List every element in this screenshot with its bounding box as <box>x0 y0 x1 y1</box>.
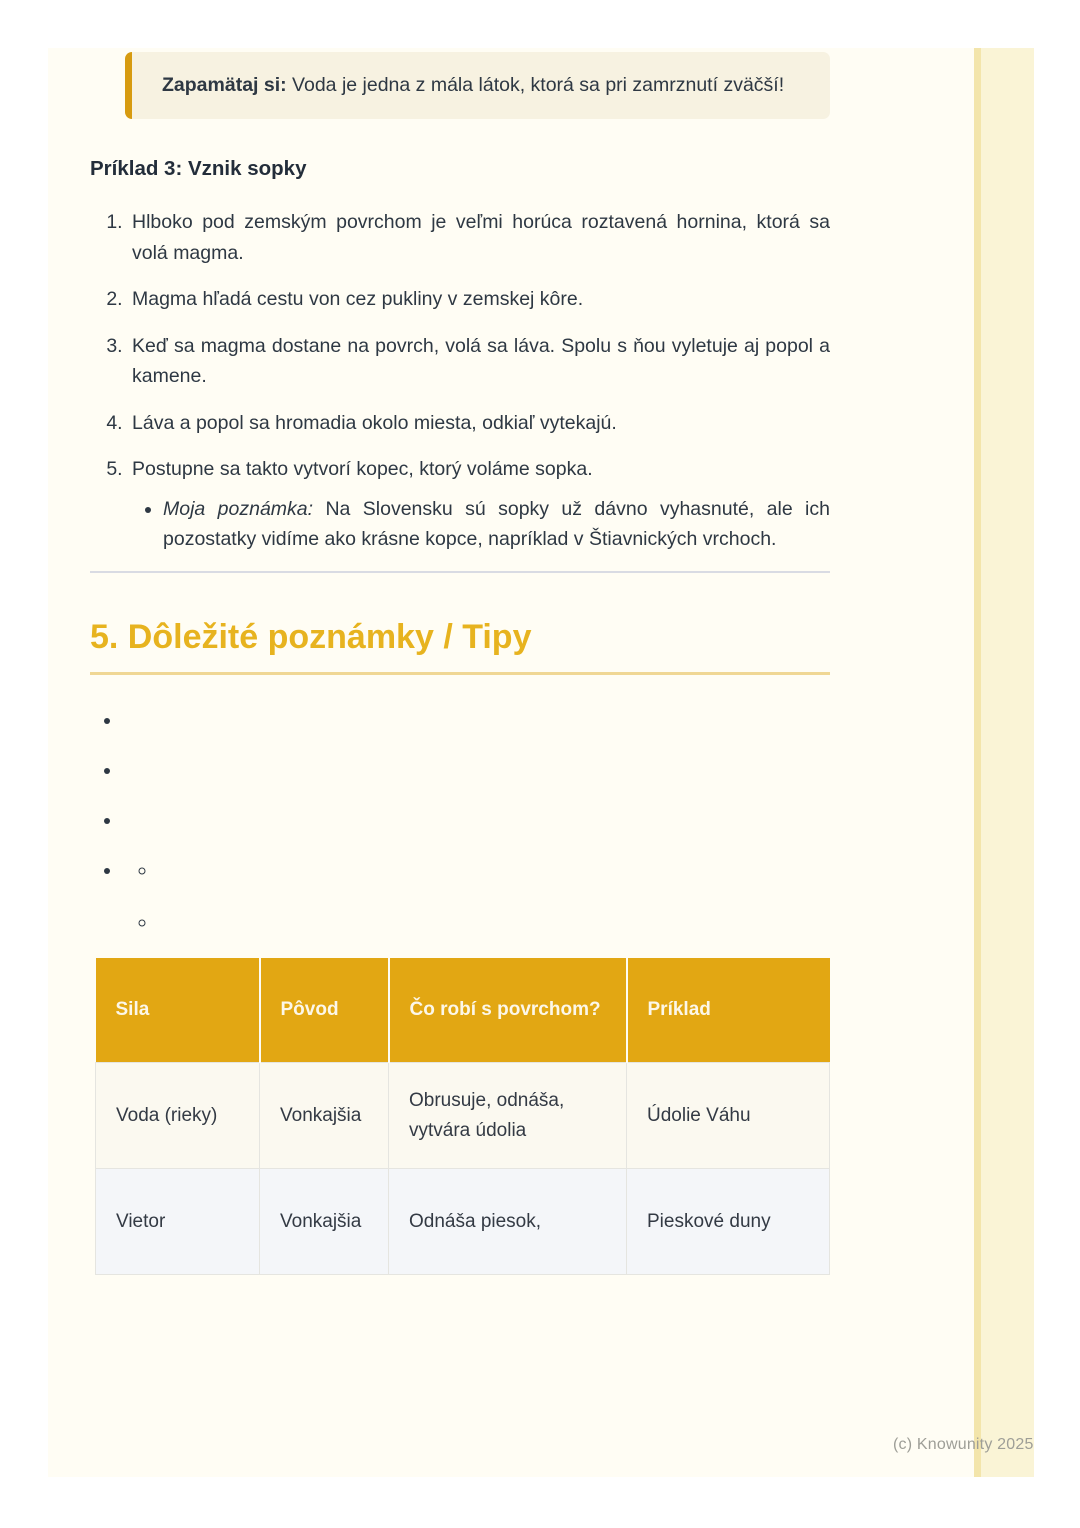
volcano-step-item: 1. Hlboko pod zemským povrchom je veľmi horúca roztavená hornina, ktorá sa volá magma. <box>128 207 830 268</box>
section-heading: 5. Dôležité poznámky / Tipy <box>90 617 830 675</box>
watermark: (c) Knowunity 2025 <box>893 1436 1034 1453</box>
table-cell: Vonkajšia <box>260 1063 389 1169</box>
next-page-edge <box>974 48 1034 1477</box>
subtips-list <box>122 854 830 938</box>
remember-callout <box>125 52 830 119</box>
table-cell: Vietor <box>96 1169 260 1275</box>
table-header-cell: Príklad <box>627 958 830 1063</box>
note-list <box>132 494 830 555</box>
example-heading: Príklad 3: Vznik sopky <box>90 157 307 180</box>
personal-note-item: • Moja poznámka: Na Slovensku sú sopky už dávno vyhasnuté, ale ich pozostatky vidíme ako krásne kopce, napríklad v Štiavnických vrchoch. <box>163 494 830 555</box>
subtip-item <box>157 906 830 938</box>
table-header-cell: Sila <box>96 958 260 1063</box>
tip-item <box>122 804 830 836</box>
table-cell: Obrusuje, odnáša, vytvára údolia <box>389 1063 627 1169</box>
volcano-step-item <box>128 454 830 555</box>
tip-item <box>122 854 830 938</box>
table-header-cell: Čo robí s povrchom? <box>389 958 627 1063</box>
table-header-row <box>96 958 830 1063</box>
table-row <box>96 1063 830 1169</box>
document-page <box>48 48 975 1477</box>
table-cell: Odnáša piesok, <box>389 1169 627 1275</box>
volcano-step-item: 4. Láva a popol sa hromadia okolo miesta, odkiaľ vytekajú. <box>128 408 830 439</box>
table-header-cell: Pôvod <box>260 958 389 1063</box>
tips-list <box>90 704 830 938</box>
table-cell: Vonkajšia <box>260 1169 389 1275</box>
tip-item <box>122 704 830 736</box>
volcano-step-item: 2. Magma hľadá cestu von cez pukliny v zemskej kôre. <box>128 284 830 315</box>
remember-callout-text: Zapamätaj si: Voda je jedna z mála látok, ktorá sa pri zamrznutí zväčší! <box>162 74 785 96</box>
volcano-step-text: Postupne sa takto vytvorí kopec, ktorý voláme sopka. <box>132 458 593 480</box>
table-cell: Voda (rieky) <box>96 1063 260 1169</box>
subtip-item <box>157 854 830 886</box>
section-divider <box>90 571 830 573</box>
forces-table <box>95 958 830 1276</box>
table-row <box>96 1169 830 1275</box>
table-cell: Pieskové duny <box>627 1169 830 1275</box>
volcano-steps-list <box>90 207 830 555</box>
forces-table-header <box>96 958 830 1063</box>
tip-item <box>122 754 830 786</box>
table-cell: Údolie Váhu <box>627 1063 830 1169</box>
volcano-step-item: 3. Keď sa magma dostane na povrch, volá sa láva. Spolu s ňou vyletuje aj popol a kamene. <box>128 331 830 392</box>
